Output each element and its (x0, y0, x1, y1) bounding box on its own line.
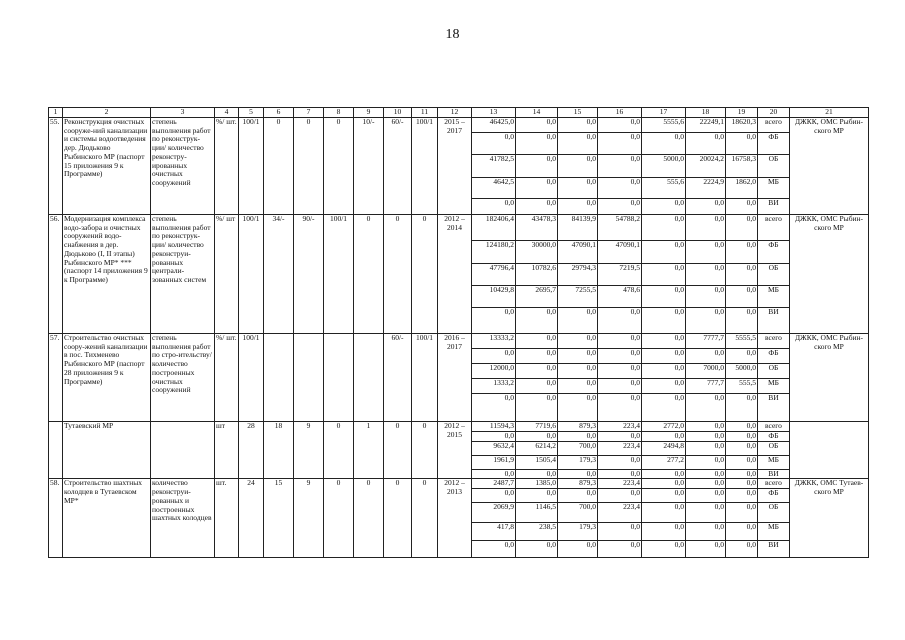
funding-value: 0,0 (558, 379, 598, 394)
funding-value: 7255,5 (558, 286, 598, 308)
target-value: 90/- (294, 215, 324, 334)
funding-value: 0,0 (598, 308, 642, 334)
funding-value: 0,0 (642, 432, 686, 442)
unit: шт (215, 422, 239, 479)
period: 2012 – 2015 (438, 422, 472, 479)
funding-value: 29794,3 (558, 264, 598, 286)
funding-value: 11594,3 (472, 422, 516, 432)
funding-value: 0,0 (726, 422, 758, 432)
funding-value: 0,0 (686, 286, 726, 308)
funding-value: 9632,4 (472, 441, 516, 455)
funding-value: 0,0 (472, 469, 516, 479)
target-value: 24 (239, 479, 264, 558)
funding-source: ВИ (758, 469, 790, 479)
funding-value: 0,0 (558, 394, 598, 422)
funding-value: 0,0 (686, 503, 726, 523)
funding-value: 0,0 (558, 469, 598, 479)
funding-value: 0,0 (598, 541, 642, 558)
funding-value: 0,0 (726, 394, 758, 422)
funding-value: 0,0 (558, 364, 598, 379)
funding-value: 13333,2 (472, 334, 516, 349)
funding-value: 0,0 (472, 541, 516, 558)
target-value: 100/1 (412, 334, 438, 422)
funding-value: 0,0 (686, 441, 726, 455)
column-number: 14 (516, 108, 558, 118)
funding-value: 0,0 (472, 349, 516, 364)
funding-value: 555,5 (726, 379, 758, 394)
measure-name: Строительство очистных соору-жений канализации в пос. Тихменево Рыбинского МР (паспорт 28 приложения 9 к Программе) (63, 334, 151, 422)
measure-name: Модернизация комплекса водо-забора и очистных сооружений водо-снабжения в дер. Дюдьково (I, II этапы) Рыбинского МР* *** (паспорт 14 приложения 9 к Программе) (63, 215, 151, 334)
row-number (49, 422, 63, 479)
row-number: 56. (49, 215, 63, 334)
funding-value: 5555,6 (642, 118, 686, 133)
funding-source: МБ (758, 178, 790, 199)
funding-value: 0,0 (598, 349, 642, 364)
table-row (49, 118, 869, 133)
column-number: 4 (215, 108, 239, 118)
executor: ДЖКК, ОМС Рыбин-ского МР (790, 215, 869, 334)
funding-value: 223,4 (598, 441, 642, 455)
funding-value: 0,0 (558, 133, 598, 155)
column-number: 15 (558, 108, 598, 118)
column-number: 10 (384, 108, 412, 118)
funding-value: 1862,0 (726, 178, 758, 199)
funding-value: 0,0 (516, 178, 558, 199)
funding-value: 0,0 (642, 489, 686, 503)
unit: %/ шт. (215, 334, 239, 422)
funding-value: 223,4 (598, 479, 642, 489)
funding-value: 124180,2 (472, 241, 516, 264)
table-row (49, 215, 869, 241)
target-value: 0 (324, 422, 354, 479)
funding-value: 0,0 (642, 133, 686, 155)
funding-value: 0,0 (726, 199, 758, 215)
funding-source: ВИ (758, 541, 790, 558)
page-number: 18 (445, 27, 460, 42)
funding-value: 0,0 (642, 349, 686, 364)
funding-value: 879,3 (558, 422, 598, 432)
funding-value: 54788,2 (598, 215, 642, 241)
unit: %/ шт (215, 215, 239, 334)
funding-value: 0,0 (598, 118, 642, 133)
funding-source: ФБ (758, 241, 790, 264)
funding-value: 0,0 (558, 349, 598, 364)
funding-value: 1385,0 (516, 479, 558, 489)
funding-value: 41782,5 (472, 155, 516, 178)
funding-value: 0,0 (516, 394, 558, 422)
funding-value: 10782,6 (516, 264, 558, 286)
funding-value: 555,6 (642, 178, 686, 199)
funding-value: 0,0 (598, 455, 642, 469)
funding-value: 0,0 (642, 264, 686, 286)
funding-value: 0,0 (642, 308, 686, 334)
target-value: 0 (384, 479, 412, 558)
funding-source: ФБ (758, 349, 790, 364)
unit: шт. (215, 479, 239, 558)
funding-value: 0,0 (516, 469, 558, 479)
funding-value: 0,0 (642, 479, 686, 489)
period: 2012 – 2013 (438, 479, 472, 558)
funding-value: 0,0 (726, 286, 758, 308)
funding-value: 0,0 (516, 308, 558, 334)
funding-value: 0,0 (558, 334, 598, 349)
funding-value: 2224,9 (686, 178, 726, 199)
funding-value: 0,0 (598, 394, 642, 422)
funding-value: 0,0 (726, 441, 758, 455)
funding-value: 43478,3 (516, 215, 558, 241)
target-value: 0 (412, 422, 438, 479)
funding-value: 10429,8 (472, 286, 516, 308)
funding-value: 47090,1 (558, 241, 598, 264)
funding-value: 0,0 (558, 118, 598, 133)
target-value (264, 334, 294, 422)
funding-value: 1961,9 (472, 455, 516, 469)
funding-value: 0,0 (726, 308, 758, 334)
target-value: 0 (264, 118, 294, 215)
column-number: 13 (472, 108, 516, 118)
funding-value: 2695,7 (516, 286, 558, 308)
column-number: 1 (49, 108, 63, 118)
funding-value: 0,0 (642, 503, 686, 523)
funding-value: 0,0 (516, 199, 558, 215)
funding-value: 2494,8 (642, 441, 686, 455)
funding-value: 0,0 (726, 479, 758, 489)
funding-source: ВИ (758, 308, 790, 334)
funding-source: ОБ (758, 264, 790, 286)
funding-value: 223,4 (598, 422, 642, 432)
column-number: 12 (438, 108, 472, 118)
funding-value: 12000,0 (472, 364, 516, 379)
funding-value: 0,0 (686, 349, 726, 364)
column-number: 20 (758, 108, 790, 118)
target-value: 100/1 (239, 215, 264, 334)
funding-value: 0,0 (726, 432, 758, 442)
indicator: степень выполнения работ по реконструк-ции/ количество реконструи-рованных централи-зованных систем (151, 215, 215, 334)
funding-value: 0,0 (558, 199, 598, 215)
column-number: 2 (63, 108, 151, 118)
funding-value: 5555,5 (726, 334, 758, 349)
funding-value: 0,0 (642, 215, 686, 241)
funding-value: 0,0 (686, 541, 726, 558)
funding-value: 0,0 (686, 264, 726, 286)
funding-value: 700,0 (558, 441, 598, 455)
funding-value: 0,0 (642, 199, 686, 215)
funding-value: 0,0 (472, 308, 516, 334)
funding-source: ФБ (758, 133, 790, 155)
funding-source: ВИ (758, 199, 790, 215)
column-number-row (49, 108, 869, 118)
funding-value: 238,5 (516, 523, 558, 541)
column-number: 17 (642, 108, 686, 118)
funding-source: МБ (758, 379, 790, 394)
target-value (294, 334, 324, 422)
funding-value: 0,0 (642, 379, 686, 394)
target-value: 100/1 (324, 215, 354, 334)
row-number: 55. (49, 118, 63, 215)
funding-value: 0,0 (642, 334, 686, 349)
funding-value: 0,0 (726, 489, 758, 503)
column-number: 5 (239, 108, 264, 118)
target-value: 15 (264, 479, 294, 558)
funding-value: 0,0 (598, 199, 642, 215)
funding-value: 7219,5 (598, 264, 642, 286)
target-value: 0 (354, 479, 384, 558)
target-value: 0 (354, 215, 384, 334)
funding-value: 0,0 (726, 469, 758, 479)
funding-value: 0,0 (516, 489, 558, 503)
period: 2016 – 2017 (438, 334, 472, 422)
funding-value: 0,0 (516, 118, 558, 133)
target-value: 0 (412, 479, 438, 558)
funding-value: 7719,6 (516, 422, 558, 432)
funding-value: 47090,1 (598, 241, 642, 264)
target-value: 0 (384, 215, 412, 334)
funding-value: 0,0 (642, 469, 686, 479)
funding-value: 20024,2 (686, 155, 726, 178)
funding-value: 16758,3 (726, 155, 758, 178)
funding-value: 0,0 (598, 178, 642, 199)
indicator (151, 422, 215, 479)
row-number: 58. (49, 479, 63, 558)
table-row (49, 479, 869, 489)
funding-value: 478,6 (598, 286, 642, 308)
measure-name: Тутаевский МР (63, 422, 151, 479)
funding-value: 0,0 (558, 155, 598, 178)
funding-value: 0,0 (686, 469, 726, 479)
funding-value: 22249,1 (686, 118, 726, 133)
funding-value: 0,0 (516, 364, 558, 379)
funding-value: 0,0 (558, 541, 598, 558)
funding-value: 0,0 (686, 394, 726, 422)
funding-value: 0,0 (726, 541, 758, 558)
funding-value: 5000,0 (642, 155, 686, 178)
funding-value: 0,0 (598, 469, 642, 479)
funding-value: 0,0 (642, 241, 686, 264)
target-value: 10/- (354, 118, 384, 215)
funding-value: 0,0 (686, 133, 726, 155)
target-value: 100/1 (412, 118, 438, 215)
funding-value: 777,7 (686, 379, 726, 394)
funding-value: 30000,0 (516, 241, 558, 264)
column-number: 16 (598, 108, 642, 118)
column-number: 11 (412, 108, 438, 118)
funding-value: 0,0 (516, 349, 558, 364)
target-value: 0 (324, 118, 354, 215)
funding-value: 0,0 (598, 364, 642, 379)
funding-value: 0,0 (686, 432, 726, 442)
column-number: 21 (790, 108, 869, 118)
funding-source: ФБ (758, 432, 790, 442)
target-value: 0 (412, 215, 438, 334)
funding-value: 0,0 (642, 286, 686, 308)
measure-name: Строительство шахтных колодцев в Тутаевском МР* (63, 479, 151, 558)
column-number: 8 (324, 108, 354, 118)
funding-value: 0,0 (598, 523, 642, 541)
funding-value: 5000,0 (726, 364, 758, 379)
funding-source: ОБ (758, 364, 790, 379)
funding-value: 0,0 (598, 155, 642, 178)
funding-value: 0,0 (558, 489, 598, 503)
column-number: 19 (726, 108, 758, 118)
funding-value: 46425,0 (472, 118, 516, 133)
funding-source: всего (758, 215, 790, 241)
funding-value: 0,0 (726, 264, 758, 286)
funding-value: 0,0 (472, 432, 516, 442)
period: 2015 – 2017 (438, 118, 472, 215)
target-value (324, 334, 354, 422)
funding-value: 0,0 (598, 334, 642, 349)
column-number: 9 (354, 108, 384, 118)
funding-value: 0,0 (598, 379, 642, 394)
funding-value: 0,0 (686, 422, 726, 432)
funding-value: 0,0 (598, 133, 642, 155)
funding-source: МБ (758, 455, 790, 469)
column-number: 3 (151, 108, 215, 118)
column-number: 18 (686, 108, 726, 118)
period: 2012 – 2014 (438, 215, 472, 334)
funding-value: 4642,5 (472, 178, 516, 199)
funding-value: 7777,7 (686, 334, 726, 349)
funding-value: 700,0 (558, 503, 598, 523)
funding-value: 0,0 (516, 379, 558, 394)
funding-value: 0,0 (726, 455, 758, 469)
funding-value: 0,0 (686, 199, 726, 215)
funding-value: 0,0 (558, 308, 598, 334)
target-value: 1 (354, 422, 384, 479)
funding-value: 18620,3 (726, 118, 758, 133)
funding-value: 179,3 (558, 523, 598, 541)
executor: ДЖКК, ОМС Рыбин-ского МР (790, 118, 869, 215)
funding-value: 1146,5 (516, 503, 558, 523)
indicator: количество реконструи-рованных и построенных шахтных колодцев (151, 479, 215, 558)
program-table (48, 107, 869, 558)
funding-value: 47796,4 (472, 264, 516, 286)
funding-value: 879,3 (558, 479, 598, 489)
funding-value: 1333,2 (472, 379, 516, 394)
funding-value: 0,0 (642, 394, 686, 422)
funding-value: 0,0 (686, 308, 726, 334)
funding-source: МБ (758, 286, 790, 308)
funding-value: 417,8 (472, 523, 516, 541)
target-value (354, 334, 384, 422)
executor: ДЖКК, ОМС Тутаев-ского МР (790, 479, 869, 558)
funding-value: 0,0 (726, 503, 758, 523)
target-value: 60/- (384, 334, 412, 422)
funding-value: 6214,2 (516, 441, 558, 455)
funding-value: 0,0 (516, 541, 558, 558)
funding-value: 0,0 (642, 523, 686, 541)
column-number: 6 (264, 108, 294, 118)
funding-value: 0,0 (642, 541, 686, 558)
funding-source: всего (758, 479, 790, 489)
funding-value: 0,0 (472, 394, 516, 422)
funding-value: 0,0 (642, 364, 686, 379)
executor: ДЖКК, ОМС Рыбин-ского МР (790, 334, 869, 422)
funding-value: 0,0 (516, 155, 558, 178)
measure-name: Реконструкция очистных сооруже-ний канализации и системы водоотведения дер. Дюдьково Рыбинского МР (паспорт 15 приложения 9 к Программе) (63, 118, 151, 215)
funding-value: 0,0 (516, 133, 558, 155)
funding-value: 0,0 (726, 349, 758, 364)
funding-value: 223,4 (598, 503, 642, 523)
funding-value: 0,0 (598, 489, 642, 503)
indicator: степень выполнения работ по реконструк-ции/ количество реконстру-ированных очистных сооружений (151, 118, 215, 215)
funding-value: 277,2 (642, 455, 686, 469)
funding-value: 0,0 (516, 432, 558, 442)
funding-value: 0,0 (686, 241, 726, 264)
funding-source: ОБ (758, 503, 790, 523)
funding-source: ФБ (758, 489, 790, 503)
funding-value: 1505,4 (516, 455, 558, 469)
funding-value: 2487,7 (472, 479, 516, 489)
funding-value: 182406,4 (472, 215, 516, 241)
funding-value: 0,0 (686, 455, 726, 469)
row-number: 57. (49, 334, 63, 422)
funding-value: 0,0 (686, 489, 726, 503)
unit: %/ шт. (215, 118, 239, 215)
funding-value: 7000,0 (686, 364, 726, 379)
table-row (49, 334, 869, 349)
funding-value: 179,3 (558, 455, 598, 469)
funding-value: 0,0 (686, 479, 726, 489)
target-value: 9 (294, 422, 324, 479)
target-value: 9 (294, 479, 324, 558)
funding-value: 0,0 (686, 523, 726, 541)
table-row (49, 422, 869, 432)
funding-value: 2772,0 (642, 422, 686, 432)
funding-value: 0,0 (558, 178, 598, 199)
funding-value: 84139,9 (558, 215, 598, 241)
funding-value: 0,0 (726, 133, 758, 155)
funding-value: 0,0 (726, 523, 758, 541)
column-number: 7 (294, 108, 324, 118)
target-value: 34/- (264, 215, 294, 334)
funding-value: 0,0 (516, 334, 558, 349)
funding-source: МБ (758, 523, 790, 541)
funding-source: ОБ (758, 441, 790, 455)
funding-value: 0,0 (558, 432, 598, 442)
target-value: 0 (384, 422, 412, 479)
target-value: 0 (294, 118, 324, 215)
funding-value: 0,0 (686, 215, 726, 241)
funding-value: 0,0 (598, 432, 642, 442)
funding-value: 2069,9 (472, 503, 516, 523)
funding-value: 0,0 (472, 133, 516, 155)
target-value: 0 (324, 479, 354, 558)
funding-source: всего (758, 422, 790, 432)
target-value: 100/1 (239, 118, 264, 215)
funding-value: 0,0 (726, 241, 758, 264)
funding-value: 0,0 (472, 489, 516, 503)
funding-value: 0,0 (472, 199, 516, 215)
funding-source: всего (758, 118, 790, 133)
funding-source: ВИ (758, 394, 790, 422)
target-value: 18 (264, 422, 294, 479)
funding-source: ОБ (758, 155, 790, 178)
indicator: степень выполнения работ по стро-ительству/ количество построенных очистных сооружений (151, 334, 215, 422)
funding-source: всего (758, 334, 790, 349)
target-value: 100/1 (239, 334, 264, 422)
target-value: 60/- (384, 118, 412, 215)
target-value: 28 (239, 422, 264, 479)
executor (790, 422, 869, 479)
funding-value: 0,0 (726, 215, 758, 241)
